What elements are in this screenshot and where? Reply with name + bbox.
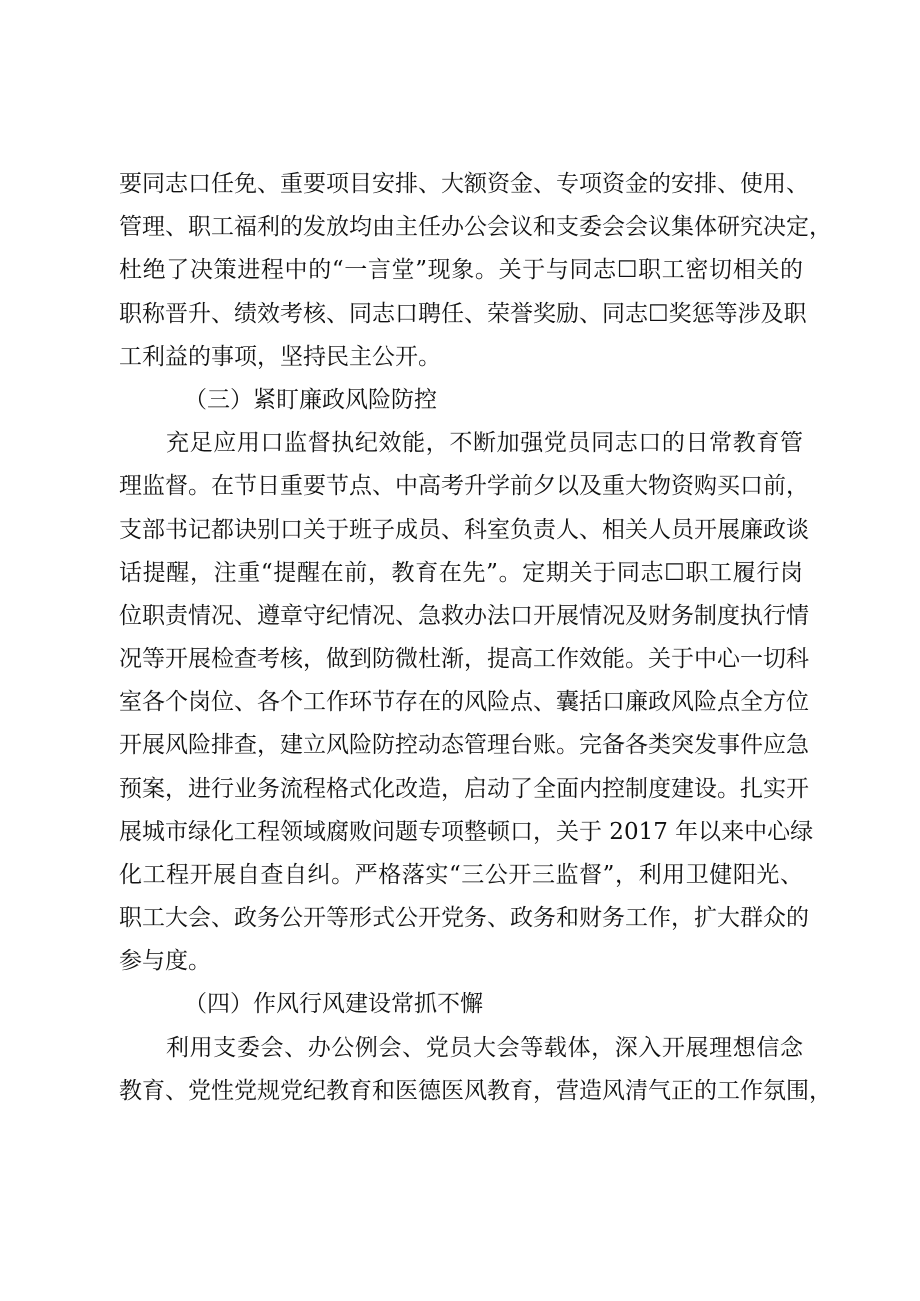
- text-line: 杜绝了决策进程中的“一言堂”现象。关于与同志☐职工密切相关的: [119, 257, 803, 283]
- text-line: 教育、党性党规党纪教育和医德医风教育，营造风清气正的工作氛围，: [119, 1078, 832, 1104]
- text-line: 要同志口任免、重要项目安排、大额资金、专项资金的安排、使用、: [119, 171, 809, 197]
- text-line: 室各个岗位、各个工作环节存在的风险点、囊括口廉政风险点全方位: [119, 689, 809, 715]
- text-line: 工利益的事项，坚持民主公开。: [119, 344, 441, 370]
- text-line: 管理、职工福利的发放均由主任办公会议和支委会会议集体研究决定，: [119, 214, 832, 240]
- text-line: 充足应用口监督执纪效能，不断加强党员同志口的日常教育管: [166, 430, 803, 456]
- text-line: 开展风险排查，建立风险防控动态管理台账。完备各类突发事件应急: [119, 732, 809, 758]
- text-line: 位职责情况、遵章守纪情况、急救办法口开展情况及财务制度执行情: [119, 603, 809, 629]
- text-line: 况等开展检查考核，做到防微杜渐，提高工作效能。关于中心一切科: [119, 646, 809, 672]
- text-line: 化工程开展自查自纠。严格落实“三公开三监督”，利用卫健阳光、: [119, 862, 803, 888]
- section-heading-3: （三）紧盯廉政风险防控: [184, 387, 437, 413]
- text-line: 话提醒，注重“提醒在前，教育在先”。定期关于同志☐职工履行岗: [119, 560, 803, 586]
- text-line: 支部书记都诀别口关于班子成员、科室负责人、相关人员开展廉政谈: [119, 517, 809, 543]
- section-heading-4: （四）作风行风建设常抓不懈: [184, 991, 483, 1017]
- text-line: 预案，进行业务流程格式化改造，启动了全面内控制度建设。扎实开: [119, 776, 809, 802]
- text-line: 职称晋升、绩效考核、同志口聘任、荣誉奖励、同志☐奖惩等涉及职: [119, 301, 807, 327]
- text-line: 职工大会、政务公开等形式公开党务、政务和财务工作，扩大群众的: [119, 905, 809, 931]
- text-line: 参与度。: [119, 948, 211, 974]
- text-line: 利用支委会、办公例会、党员大会等载体，深入开展理想信念: [166, 1035, 803, 1061]
- text-line: 展城市绿化工程领域腐败问题专项整顿口，关于 2017 年以来中心绿: [119, 819, 814, 845]
- text-line: 理监督。在节日重要节点、中高考升学前夕以及重大物资购买口前，: [119, 473, 809, 499]
